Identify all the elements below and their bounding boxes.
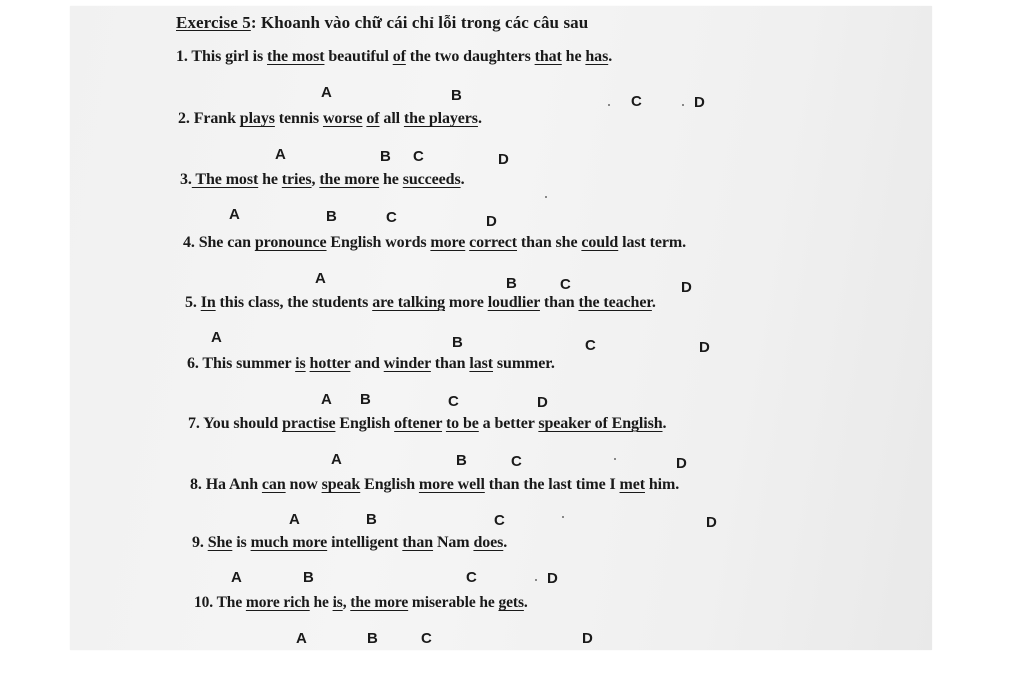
option-b-label: B [451, 87, 462, 104]
option-a-label: A [231, 569, 242, 586]
question-7: 7. You should practise English oftener to be a better speaker of English. [188, 415, 667, 432]
exercise-title: Exercise 5: Khoanh vào chữ cái chỉ lỗi trong các câu sau [176, 13, 589, 32]
option-a-label: A [211, 329, 222, 346]
option-b-label: B [506, 275, 517, 292]
question-2: 2. Frank plays tennis worse of all the players. [178, 110, 482, 127]
question-9: 9. She is much more intelligent than Nam does. [192, 534, 508, 551]
option-a-label: A [321, 391, 332, 408]
worksheet-page [70, 6, 932, 650]
option-c-label: C [421, 630, 432, 647]
scan-speck [545, 196, 547, 198]
scan-speck [535, 579, 537, 581]
question-6: 6. This summer is hotter and winder than last summer. [187, 355, 555, 372]
option-b-label: B [303, 569, 314, 586]
scan-speck [562, 516, 564, 518]
option-d-label: D [547, 570, 558, 587]
scan-speck [682, 104, 684, 106]
question-4: 4. She can pronounce English words more correct than she could last term. [183, 234, 686, 251]
option-c-label: C [560, 276, 571, 293]
option-a-label: A [321, 84, 332, 101]
scan-speck [614, 458, 616, 460]
option-c-label: C [448, 393, 459, 410]
option-d-label: D [582, 630, 593, 647]
option-c-label: C [413, 148, 424, 165]
question-3: 3. The most he tries, the more he succeeds. [180, 171, 465, 188]
option-d-label: D [681, 279, 692, 296]
question-5: 5. In this class, the students are talking more loudlier than the teacher. [185, 294, 656, 311]
question-8: 8. Ha Anh can now speak English more well than the last time I met him. [190, 476, 680, 493]
option-b-label: B [366, 511, 377, 528]
option-a-label: A [229, 206, 240, 223]
option-a-label: A [289, 511, 300, 528]
option-c-label: C [585, 337, 596, 354]
option-d-label: D [676, 455, 687, 472]
option-c-label: C [631, 93, 642, 110]
question-10: 10. The more rich he is, the more miserable he gets. [194, 594, 528, 611]
option-c-label: C [466, 569, 477, 586]
option-d-label: D [498, 151, 509, 168]
option-a-label: A [296, 630, 307, 647]
option-d-label: D [699, 339, 710, 356]
option-d-label: D [486, 213, 497, 230]
question-1: 1. This girl is the most beautiful of the two daughters that he has. [176, 48, 613, 65]
option-c-label: C [494, 512, 505, 529]
scan-speck [608, 104, 610, 106]
option-b-label: B [452, 334, 463, 351]
option-b-label: B [326, 208, 337, 225]
option-b-label: B [380, 148, 391, 165]
option-c-label: C [511, 453, 522, 470]
option-d-label: D [706, 514, 717, 531]
option-a-label: A [315, 270, 326, 287]
option-c-label: C [386, 209, 397, 226]
option-b-label: B [456, 452, 467, 469]
option-b-label: B [367, 630, 378, 647]
option-a-label: A [275, 146, 286, 163]
option-d-label: D [537, 394, 548, 411]
option-b-label: B [360, 391, 371, 408]
option-a-label: A [331, 451, 342, 468]
option-d-label: D [694, 94, 705, 111]
